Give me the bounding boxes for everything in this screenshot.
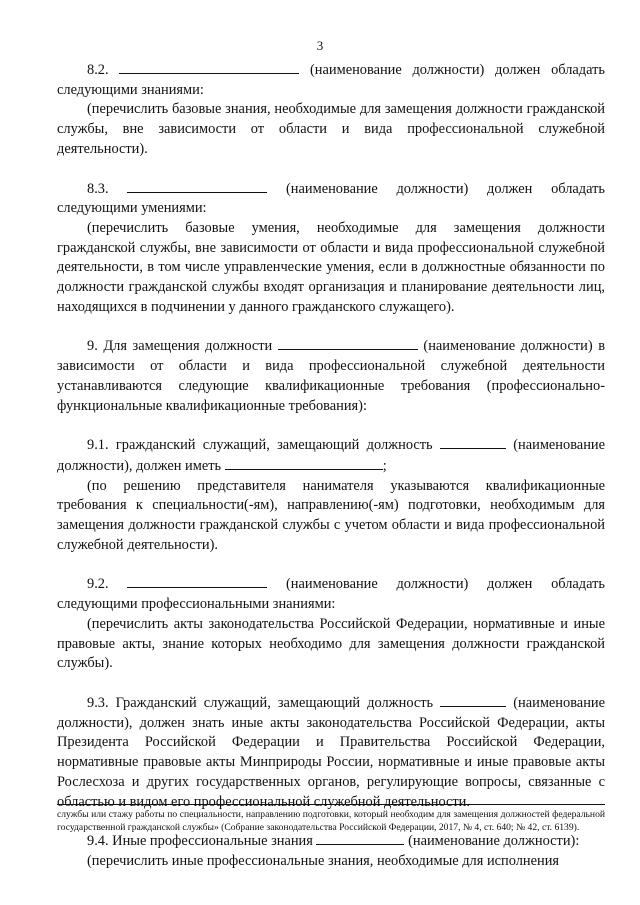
blank-line (127, 179, 267, 193)
item-number: 8.2. (87, 62, 109, 78)
item-number: 9.2. (87, 576, 109, 593)
paragraph-text: ; (382, 457, 387, 474)
paragraph-text: 9.4. Иные профессиональные знания (87, 833, 313, 850)
blank-line (119, 60, 299, 74)
paragraph-9-4-detail: (перечислить иные профессиональные знания, необходимые для исполнения (87, 852, 560, 869)
paragraph-text: (наименование должности) должен обладать следующими умениями: (57, 180, 605, 217)
blank-line (127, 574, 267, 588)
paragraph-text: (наименование должности) должен обладать следующими профессиональными знаниями: (57, 576, 605, 613)
blank-line (278, 336, 418, 350)
paragraph-9-1-detail: (по решению представителя нанимателя указываются квалификационные требования к специальности(-ям), направлению(-ям) подготовки, необходимым для замещения должности гражданской службы с учетом области и вида профессиональной служебной деятельности). (57, 477, 605, 553)
paragraph-text: 9. Для замещения должности (87, 338, 273, 355)
paragraph-8-2 (57, 60, 605, 100)
paragraph-9-2-detail: (перечислить акты законодательства Российской Федерации, нормативные и иные правовые акты, знание которых необходимо для замещения должности гражданской службы). (57, 615, 605, 672)
paragraph-text: 9.1. гражданский служащий, замещающий должность (87, 437, 433, 454)
paragraph-9 (57, 336, 605, 416)
paragraph-text: (наименование должности): (408, 833, 580, 850)
paragraph-text: 9.3. Гражданский служащий, замещающий должность (87, 694, 434, 711)
paragraph-8-3 (57, 179, 605, 219)
paragraph-9-1 (57, 435, 605, 476)
paragraph-9-3 (57, 693, 605, 812)
paragraph-8-2-detail: (перечислить базовые знания, необходимые для замещения должности гражданской службы, вне зависимости от области и вида профессиональной служебной деятельности). (57, 101, 605, 157)
page-number: 3 (316, 38, 324, 53)
document-body (57, 60, 605, 872)
item-number: 8.3. (87, 180, 109, 197)
paragraph-8-3-detail: (перечислить базовые умения, необходимые для замещения должности гражданской службы, вне зависимости от области и вида профессиональной служебной деятельности, в том числе управленческие умения, если в должностные обязанности по должности гражданской службы входят организация и планирование деятельности лиц, находящихся в подчинении у данного гражданского служащего). (57, 219, 605, 315)
paragraph-text: (наименование должности) в зависимости от области и вида профессиональной служебной деятельности устанавливаются следующие квалификационные требования (профессионально-функциональные квалификационные требования): (57, 338, 605, 414)
footnote: службы или стажу работы по специальности, направлению подготовки, который необходим для замещения должностей федеральной государственной гражданской службы» (Собрание законодательства Российской Федерации, 2017, № 4, ст. 640; № 42, ст. 6139). (57, 809, 605, 834)
paragraph-9-2 (57, 574, 605, 614)
paragraph-text: (наименование должности), должен иметь (57, 437, 605, 474)
paragraph-text: (наименование должности) должен обладать следующими знаниями: (57, 62, 605, 98)
footnote-divider (57, 804, 605, 805)
paragraph-text: (наименование должности), должен знать иные акты законодательства Российской Федерации, акты Президента Российской Федерации и Правительства Российской Федерации, нормативные правовые акты Минприроды России, нормативные и иные правовые акты Рослесхоза и других государственных органов, регулирующие вопросы, связанные с областью и видом его профессиональной служебной деятельности. (57, 694, 605, 810)
blank-line (440, 693, 506, 707)
blank-line (225, 456, 383, 470)
blank-line (440, 435, 506, 449)
